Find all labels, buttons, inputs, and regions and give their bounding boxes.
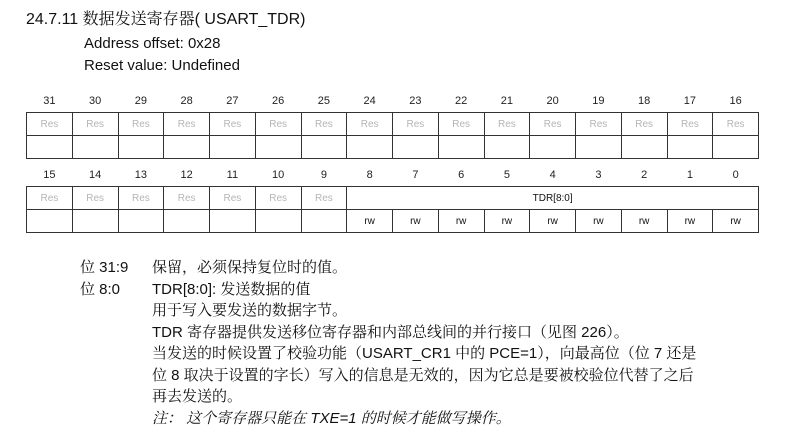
- register-table-high: [26, 90, 759, 159]
- access-cell: [530, 136, 576, 159]
- reserved-cell: Res: [72, 113, 118, 136]
- reserved-cell: Res: [484, 113, 530, 136]
- access-cell: [301, 210, 347, 233]
- access-cell: [164, 136, 210, 159]
- reserved-cell: Res: [438, 113, 484, 136]
- reserved-cell: Res: [393, 113, 439, 136]
- reserved-cell: Res: [621, 113, 667, 136]
- access-cell: [713, 136, 759, 159]
- access-cell: [27, 136, 73, 159]
- tdr-field-cell: TDR[8:0]: [347, 187, 759, 210]
- reserved-cell: Res: [255, 187, 301, 210]
- access-cell: rw: [621, 210, 667, 233]
- reserved-cell: Res: [164, 187, 210, 210]
- access-cell: rw: [484, 210, 530, 233]
- field-name-row: [27, 187, 759, 210]
- bit-number: 17: [683, 95, 696, 107]
- field-name-row: [27, 113, 759, 136]
- access-cell: [301, 136, 347, 159]
- section-title: 24.7.11 数据发送寄存器( USART_TDR): [26, 11, 306, 28]
- bit-number: 5: [503, 169, 510, 181]
- access-cell: [72, 136, 118, 159]
- bit-number: 26: [272, 95, 285, 107]
- bit-description: [80, 257, 780, 429]
- reserved-cell: Res: [301, 113, 347, 136]
- bit-number: 9: [320, 169, 327, 181]
- access-cell: rw: [438, 210, 484, 233]
- access-cell: [255, 210, 301, 233]
- access-cell: [164, 210, 210, 233]
- reserved-cell: Res: [255, 113, 301, 136]
- bit-number: 25: [317, 95, 330, 107]
- desc-text: [152, 257, 780, 279]
- access-cell: [255, 136, 301, 159]
- bit-number: 13: [134, 169, 147, 181]
- note-text: 注： 这个寄存器只能在 TXE=1 的时候才能做写操作。: [152, 409, 511, 427]
- reserved-cell: Res: [210, 187, 256, 210]
- bit-number: 20: [546, 95, 559, 107]
- bit-number: 3: [595, 169, 602, 181]
- reserved-cell: Res: [347, 113, 393, 136]
- bit-number-row: [27, 164, 759, 187]
- bit-number: 24: [363, 95, 376, 107]
- access-cell: rw: [347, 210, 393, 233]
- bit-number: 21: [500, 95, 513, 107]
- reserved-cell: Res: [164, 113, 210, 136]
- access-cell: [393, 136, 439, 159]
- access-row: [27, 136, 759, 159]
- desc-line: 用于写入要发送的数据字节。: [152, 302, 348, 319]
- desc-line: 保留，必须保持复位时的值。: [152, 259, 348, 276]
- access-cell: rw: [530, 210, 576, 233]
- desc-line: TDR 寄存器提供发送移位寄存器和内部总线间的并行接口（见图 226）。: [152, 323, 629, 341]
- access-cell: rw: [713, 210, 759, 233]
- bit-number: 22: [455, 95, 468, 107]
- desc-line: 再去发送的。: [152, 388, 243, 405]
- bit-number: 2: [641, 169, 648, 181]
- access-cell: [210, 136, 256, 159]
- bit-number: 0: [732, 169, 739, 181]
- bit-number: 30: [89, 95, 102, 107]
- desc-line: TDR[8:0]: 发送数据的值: [152, 280, 311, 298]
- desc-bits-label: 位 8:0: [80, 280, 121, 298]
- bit-number: 28: [180, 95, 193, 107]
- reserved-cell: Res: [118, 187, 164, 210]
- reserved-cell: Res: [27, 187, 73, 210]
- bit-number: 8: [366, 169, 373, 181]
- bit-number: 6: [458, 169, 465, 181]
- reserved-cell: Res: [27, 113, 73, 136]
- reset-value: Reset value: Undefined: [84, 57, 240, 74]
- bit-number-row: [27, 90, 759, 113]
- bit-number: 31: [43, 95, 56, 107]
- access-cell: [667, 136, 713, 159]
- desc-row-31-9: [80, 257, 780, 279]
- reserved-cell: Res: [72, 187, 118, 210]
- desc-bits-label: 位 31:9: [80, 259, 129, 276]
- access-cell: [621, 136, 667, 159]
- bit-number: 14: [89, 169, 102, 181]
- desc-line: 位 8 取决于设置的字长）写入的信息是无效的，因为它总是要被校验位代替了之后: [152, 366, 694, 384]
- bit-number: 1: [686, 169, 693, 181]
- access-cell: [576, 136, 622, 159]
- access-cell: rw: [393, 210, 439, 233]
- bit-number: 10: [272, 169, 285, 181]
- access-cell: [118, 136, 164, 159]
- access-cell: [27, 210, 73, 233]
- bit-number: 19: [592, 95, 605, 107]
- reserved-cell: Res: [530, 113, 576, 136]
- access-cell: [484, 136, 530, 159]
- reserved-cell: Res: [210, 113, 256, 136]
- register-table-low: [26, 164, 759, 233]
- bit-number: 4: [549, 169, 556, 181]
- access-cell: rw: [667, 210, 713, 233]
- access-cell: [210, 210, 256, 233]
- bit-number: 29: [134, 95, 147, 107]
- bit-number: 11: [226, 169, 239, 181]
- bit-number: 27: [226, 95, 239, 107]
- reserved-cell: Res: [667, 113, 713, 136]
- reserved-cell: Res: [301, 187, 347, 210]
- bit-number: 18: [638, 95, 651, 107]
- reserved-cell: Res: [118, 113, 164, 136]
- reserved-cell: Res: [576, 113, 622, 136]
- access-cell: [347, 136, 393, 159]
- bit-number: 16: [729, 95, 742, 107]
- access-cell: [438, 136, 484, 159]
- reserved-cell: Res: [713, 113, 759, 136]
- bit-number: 15: [43, 169, 56, 181]
- access-row: [27, 210, 759, 233]
- address-offset: Address offset: 0x28: [84, 35, 221, 52]
- desc-text: [152, 279, 780, 430]
- desc-row-8-0: [80, 279, 780, 430]
- access-cell: [72, 210, 118, 233]
- bit-number: 7: [412, 169, 419, 181]
- access-cell: rw: [576, 210, 622, 233]
- bit-number: 12: [180, 169, 193, 181]
- bit-number: 23: [409, 95, 422, 107]
- desc-line: 当发送的时候设置了校验功能（USART_CR1 中的 PCE=1），向最高位（位 7 还是: [152, 345, 697, 362]
- access-cell: [118, 210, 164, 233]
